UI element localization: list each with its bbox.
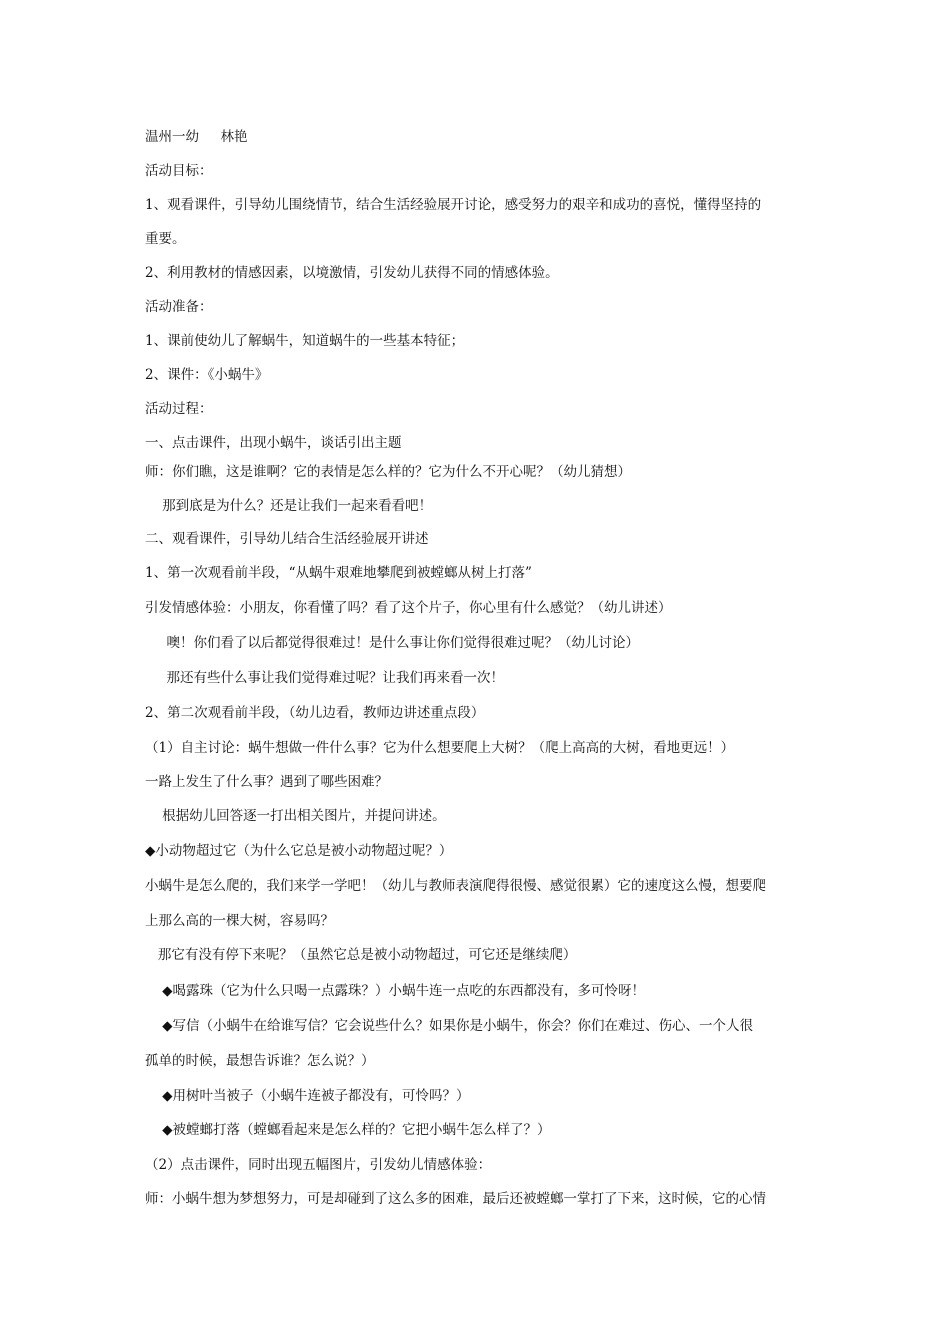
- heading-process: 活动过程：: [145, 401, 213, 417]
- paragraph: 上那么高的一棵大树，容易吗？: [145, 913, 334, 929]
- bullet-item: ◆小动物超过它（为什么它总是被小动物超过呢？）: [145, 843, 453, 859]
- paragraph: （1）自主讨论：蜗牛想做一件什么事？它为什么想要爬上大树？（爬上高高的大树，看地更远！）: [145, 740, 735, 756]
- heading-goals: 活动目标：: [145, 163, 213, 179]
- bullet-item: ◆喝露珠（它为什么只喝一点露珠？）小蜗牛连一点吃的东西都没有，多可怜呀！: [145, 983, 646, 999]
- paragraph: 那到底是为什么？还是让我们一起来看看吧！: [145, 498, 433, 514]
- paragraph: 孤单的时候，最想告诉谁？怎么说？）: [145, 1053, 375, 1069]
- paragraph: 噢！你们看了以后都觉得很难过！是什么事让你们觉得很难过呢？（幼儿讨论）: [145, 635, 639, 651]
- paragraph: 1、观看课件，引导幼儿围绕情节，结合生活经验展开讨论，感受努力的艰辛和成功的喜悦，懂得坚持的: [145, 197, 762, 213]
- paragraph: 2、第二次观看前半段，（幼儿边看，教师边讲述重点段）: [145, 705, 485, 721]
- paragraph: 那还有些什么事让我们觉得难过呢？让我们再来看一次！: [145, 670, 504, 686]
- paragraph: 那它有没有停下来呢？（虽然它总是被小动物超过，可它还是继续爬）: [145, 947, 577, 963]
- paragraph: 根据幼儿回答逐一打出相关图片，并提问讲述。: [145, 808, 446, 824]
- paragraph: 1、课前使幼儿了解蜗牛，知道蜗牛的一些基本特征；: [145, 333, 465, 349]
- paragraph: （2）点击课件，同时出现五幅图片，引发幼儿情感体验：: [145, 1157, 492, 1173]
- paragraph: 师：你们瞧，这是谁啊？它的表情是怎么样的？它为什么不开心呢？（幼儿猜想）: [145, 464, 631, 480]
- paragraph: 一路上发生了什么事？遇到了哪些困难？: [145, 774, 388, 790]
- heading-preparation: 活动准备：: [145, 299, 213, 315]
- bullet-item: ◆用树叶当被子（小蜗牛连被子都没有，可怜吗？）: [145, 1088, 470, 1104]
- author-line: 温州一幼 林艳: [145, 129, 248, 145]
- paragraph: 2、课件：《小蜗牛》: [145, 367, 269, 383]
- paragraph: 引发情感体验：小朋友，你看懂了吗？看了这个片子，你心里有什么感觉？（幼儿讲述）: [145, 600, 672, 616]
- paragraph: 2、利用教材的情感因素，以境激情，引发幼儿获得不同的情感体验。: [145, 265, 559, 281]
- paragraph: 师：小蜗牛想为梦想努力，可是却碰到了这么多的困难，最后还被螳螂一掌打了下来，这时候，它的心情: [145, 1191, 766, 1207]
- paragraph: 重要。: [145, 231, 186, 247]
- bullet-item: ◆写信（小蜗牛在给谁写信？它会说些什么？如果你是小蜗牛，你会？你们在难过、伤心、一个人很: [145, 1018, 754, 1034]
- paragraph: 1、第一次观看前半段，“从蜗牛艰难地攀爬到被螳螂从树上打落”: [145, 565, 532, 581]
- bullet-item: ◆被螳螂打落（螳螂看起来是怎么样的？它把小蜗牛怎么样了？）: [145, 1122, 551, 1138]
- section-heading: 一、点击课件，出现小蜗牛，谈话引出主题: [145, 435, 402, 451]
- section-heading: 二、观看课件，引导幼儿结合生活经验展开讲述: [145, 531, 429, 547]
- paragraph: 小蜗牛是怎么爬的，我们来学一学吧！（幼儿与教师表演爬得很慢、感觉很累）它的速度这么慢，想要爬: [145, 878, 766, 894]
